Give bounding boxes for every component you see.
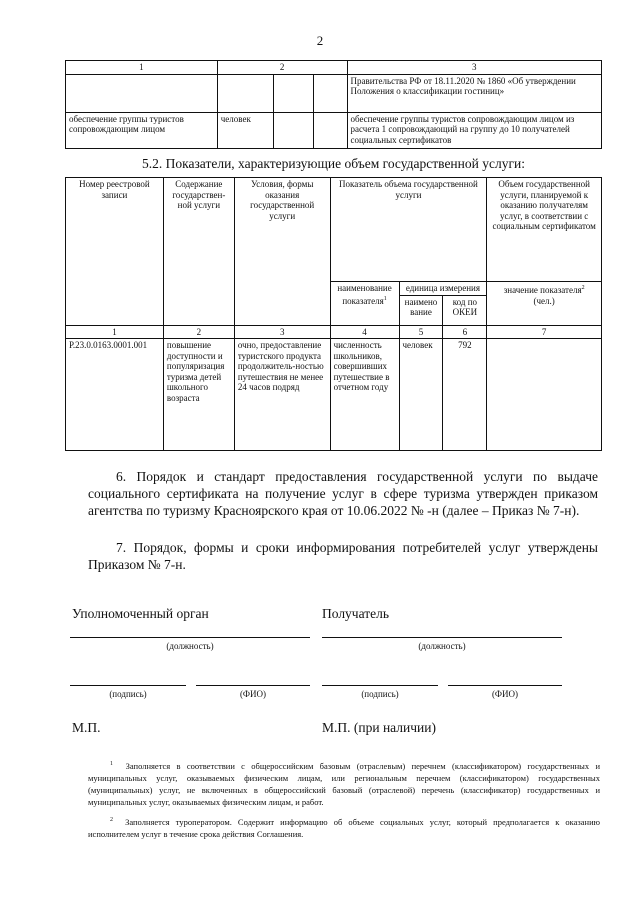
col-unit-name-header: наимено вание xyxy=(399,295,443,325)
right-signature-caption: (подпись) xyxy=(361,689,399,699)
right-position-line xyxy=(322,637,562,638)
cell-value xyxy=(487,339,602,451)
table1-header-1: 1 xyxy=(66,61,218,75)
table1-row1-c3: Правительства РФ от 18.11.2020 № 1860 «Об утверждении Положения о классификации гостиниц» xyxy=(347,74,602,112)
cell-content: повышение доступности и популяризация туризма детей школьного возраста xyxy=(163,339,234,451)
table1-row2-c3: обеспечение группы туристов сопровождающим лицом из расчета 1 сопровождающий на группу до 10 получателей социальных сертификатов xyxy=(347,112,602,148)
table1-header-2: 2 xyxy=(217,61,347,75)
right-position-caption: (должность) xyxy=(418,641,466,651)
col-conditions-header: Условия, формы оказания государственной услуги xyxy=(234,178,330,326)
footnote-2: $^2$ Заполняется туроператором. Содержит информацию об объеме социальных услуг, который предполагается к оказанию исполнителем услуг в течение срока действия Соглашения. xyxy=(88,816,600,839)
col-unit-header: единица измерения xyxy=(399,282,487,296)
table1-row2-c1: обеспечение группы туристов сопровождающим лицом xyxy=(66,112,218,148)
cell-unit: человек xyxy=(399,339,443,451)
paragraph-7: 7. Порядок, формы и сроки информирования потребителей услуг утверждены Приказом № 7-н. xyxy=(88,540,598,572)
stamp-left: М.П. xyxy=(72,720,101,735)
authorized-body-title: Уполномоченный орган xyxy=(72,606,209,621)
left-position-line xyxy=(70,637,310,638)
col-num-3: 3 xyxy=(234,325,330,339)
col-num-1: 1 xyxy=(66,325,164,339)
footnote-1: $^1$ Заполняется в соответствии с общероссийским базовым (отраслевым) перечнем (классификатором) государственных и муниципальных услуг, оказываемых физическим лицам, или региональным перечнем (классификатором) государственных (муниципальных) услуг, не включенных в общероссийский базовый (отраслевой) перечень (классификатор) государственных и муниципальных услуг, оказываемых физическим лицам, и работ. xyxy=(88,760,600,807)
norms-table xyxy=(65,60,602,149)
right-signature-line xyxy=(322,685,438,686)
left-signature-caption: (подпись) xyxy=(109,689,147,699)
right-fio-line xyxy=(448,685,562,686)
volume-table xyxy=(65,177,602,451)
left-position-caption: (должность) xyxy=(166,641,214,651)
col-volume-header: Объем государственной услуги, планируемой к оказанию получателям услуг, в соответствии с социальным сертификатом xyxy=(487,178,602,282)
cell-indicator: численность школьников, совершивших путешествие в отчетном году xyxy=(330,339,399,451)
right-fio-caption: (ФИО) xyxy=(491,689,519,699)
col-indicator-header: Показатель объема государственной услуги xyxy=(330,178,487,282)
col-num-7: 7 xyxy=(487,325,602,339)
stamp-right: М.П. (при наличии) xyxy=(322,720,436,735)
page-number: 2 xyxy=(316,33,324,48)
col-value-header: значение показателя$^2$ (чел.) xyxy=(487,282,602,326)
col-name-header: наименование показателя$^1$ xyxy=(330,282,399,326)
col-num-2: 2 xyxy=(163,325,234,339)
col-okei-header: код по ОКЕИ xyxy=(443,295,487,325)
cell-okei: 792 xyxy=(443,339,487,451)
table1-header-3: 3 xyxy=(347,61,602,75)
left-signature-line xyxy=(70,685,186,686)
left-fio-caption: (ФИО) xyxy=(239,689,267,699)
col-num-5: 5 xyxy=(399,325,443,339)
col-num-6: 6 xyxy=(443,325,487,339)
section-5-2-title: 5.2. Показатели, характеризующие объем государственной услуги: xyxy=(142,156,525,171)
col-content-header: Содержание государствен-ной услуги xyxy=(163,178,234,326)
table1-row2-c2: человек xyxy=(217,112,273,148)
left-fio-line xyxy=(196,685,310,686)
paragraph-6: 6. Порядок и стандарт предоставления государственной услуги по выдаче социального сертификата на получение услуг в сфере туризма утвержден приказом агентства по туризму Красноярского края от 10.06.2022 № -н (далее – Приказ № 7-н). xyxy=(88,469,598,518)
cell-conditions: очно, предоставление туристского продукта продолжитель-ностью путешествия не менее 24 часов подряд xyxy=(234,339,330,451)
cell-reg-no: Р.23.0.0163.0001.001 xyxy=(66,339,164,451)
col-reg-no-header: Номер реестровой записи xyxy=(66,178,164,326)
recipient-title: Получатель xyxy=(322,606,390,621)
table-row xyxy=(66,339,602,451)
col-num-4: 4 xyxy=(330,325,399,339)
